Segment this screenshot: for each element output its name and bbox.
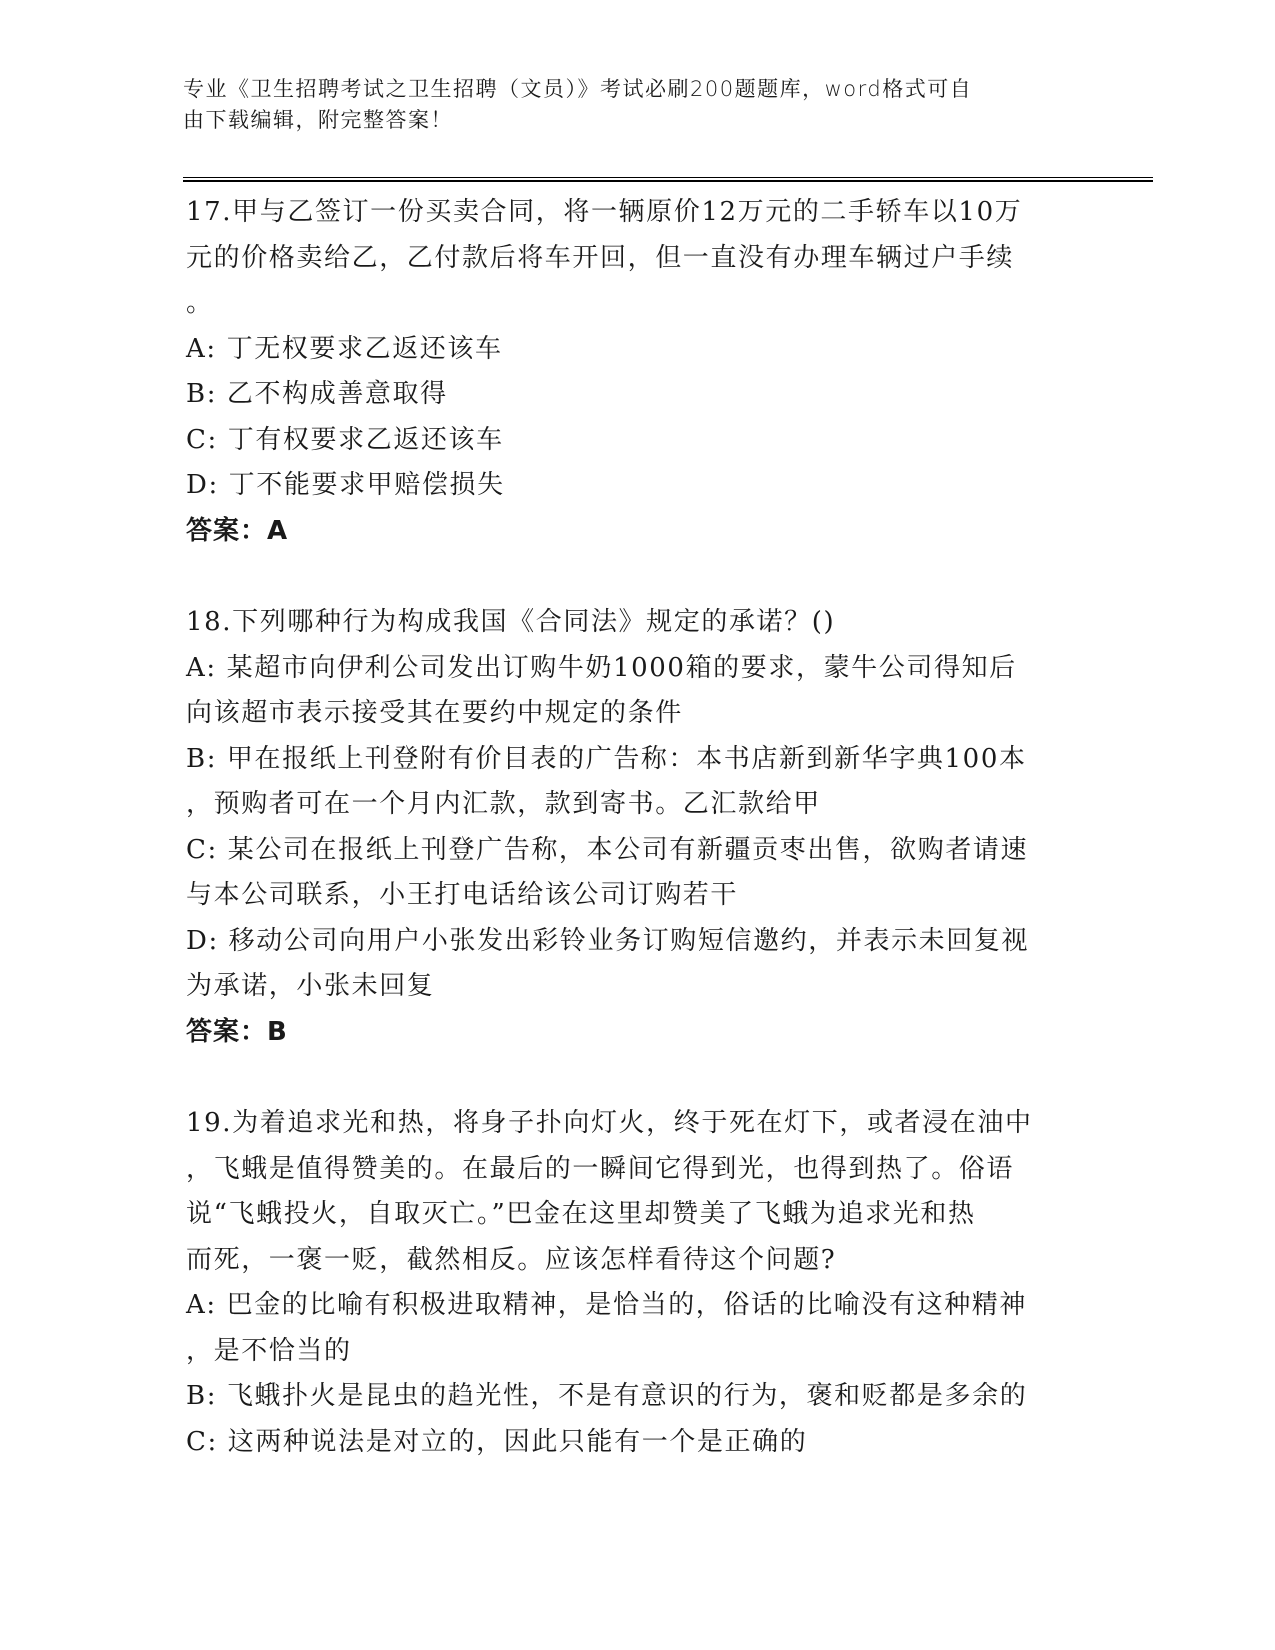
question-stem-line: 说“飞蛾投火，自取灭亡。”巴金在这里却赞美了飞蛾为追求光和热 — [186, 1199, 976, 1229]
question-17 — [186, 190, 1076, 554]
option-b: B: 甲在报纸上刊登附有价目表的广告称：本书店新到新华字典100本 — [186, 743, 1027, 774]
answer-label: 答案：A — [186, 515, 289, 546]
question-stem-line: 17.甲与乙签订一份买卖合同，将一辆原价12万元的二手轿车以10万 — [186, 197, 1023, 227]
question-stem-line: 19.为着追求光和热，将身子扑向灯火，终于死在灯下，或者浸在油中 — [186, 1108, 1033, 1138]
option-c: C: 丁有权要求乙返还该车 — [186, 424, 504, 455]
header-divider-thin — [183, 177, 1153, 178]
question-list — [186, 190, 1076, 1465]
question-stem-line: ，飞蛾是值得赞美的。在最后的一瞬间它得到光，也得到热了。俗语 — [186, 1153, 1015, 1184]
header-line-2: 由下载编辑，附完整答案！ — [183, 108, 453, 132]
option-a: A: 某超市向伊利公司发出订购牛奶1000箱的要求，蒙牛公司得知后 — [186, 652, 1017, 683]
option-b: B: 乙不构成善意取得 — [186, 379, 448, 409]
option-b: B: 飞蛾扑火是昆虫的趋光性，不是有意识的行为，褒和贬都是多余的 — [186, 1381, 1028, 1411]
question-stem-line: 。 — [186, 288, 214, 318]
option-c-continuation: 与本公司联系，小王打电话给该公司订购若干 — [186, 880, 739, 910]
option-d: D: 移动公司向用户小张发出彩铃业务订购短信邀约，并表示未回复视 — [186, 925, 1030, 956]
option-a-continuation: ，是不恰当的 — [186, 1335, 352, 1366]
question-19 — [186, 1101, 1076, 1465]
document-header — [183, 74, 1063, 136]
question-spacer — [186, 1055, 1076, 1101]
header-line-1: 专业《卫生招聘考试之卫生招聘（文员）》考试必刷200题题库，word格式可自 — [183, 77, 973, 101]
option-b-continuation: ，预购者可在一个月内汇款，款到寄书。乙汇款给甲 — [186, 789, 821, 819]
option-d: D: 丁不能要求甲赔偿损失 — [186, 470, 505, 500]
question-stem-line: 而死，一褒一贬，截然相反。应该怎样看待这个问题? — [186, 1244, 837, 1275]
option-c: C: 这两种说法是对立的，因此只能有一个是正确的 — [186, 1426, 808, 1457]
option-a: A: 巴金的比喻有积极进取精神，是恰当的，俗话的比喻没有这种精神 — [186, 1290, 1028, 1320]
question-spacer — [186, 554, 1076, 600]
option-a: A: 丁无权要求乙返还该车 — [186, 333, 503, 364]
question-stem-line: 元的价格卖给乙，乙付款后将车开回，但一直没有办理车辆过户手续 — [186, 242, 1015, 273]
answer-label: 答案：B — [186, 1016, 288, 1047]
option-a-continuation: 向该超市表示接受其在要约中规定的条件 — [186, 698, 683, 728]
option-c: C: 某公司在报纸上刊登广告称，本公司有新疆贡枣出售，欲购者请速 — [186, 834, 1029, 865]
question-stem-line: 18.下列哪种行为构成我国《合同法》规定的承诺？() — [186, 607, 836, 637]
question-18 — [186, 600, 1076, 1055]
option-d-continuation: 为承诺，小张未回复 — [186, 971, 435, 1001]
header-divider-thick — [183, 180, 1153, 182]
